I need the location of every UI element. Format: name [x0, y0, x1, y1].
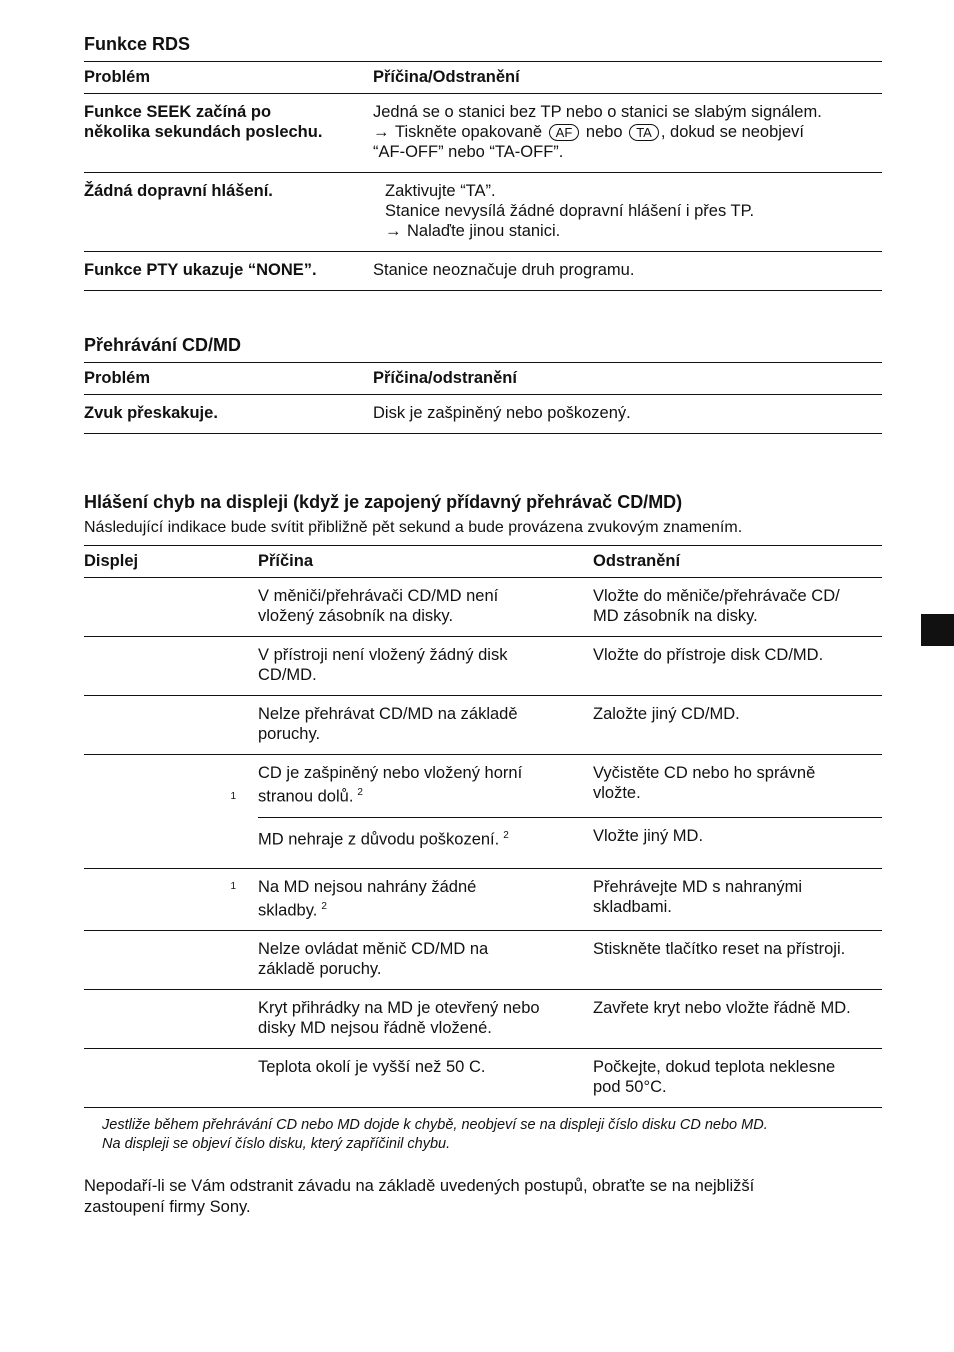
arrow-right-icon: →: [385, 222, 402, 240]
rds-cause-line: Jedná se o stanici bez TP nebo o stanici se slabým signálem.: [373, 103, 822, 121]
footnote-mark: 2: [357, 787, 363, 798]
section-tab-marker: [921, 614, 954, 646]
fix-line: Vložte jiný MD.: [593, 826, 704, 845]
cause-line: základě poruchy.: [258, 960, 382, 978]
cause-line: CD/MD.: [258, 666, 317, 684]
rds-header-problem: Problém: [84, 62, 373, 94]
table-row: [84, 931, 882, 990]
table-row: [84, 755, 882, 818]
cause-line: CD je zašpiněný nebo vložený horní: [258, 764, 523, 782]
rds-cause-line: “AF-OFF” nebo “TA-OFF”.: [373, 143, 564, 161]
fix-line: Vložte do přístroje disk CD/MD.: [593, 646, 824, 664]
rds-cause-line: [373, 122, 882, 142]
cause-line: V přístroji není vložený žádný disk: [258, 646, 508, 664]
display-cell: [84, 931, 258, 990]
rds-cause-text: , dokud se neobjeví: [660, 123, 804, 141]
footnote-mark: 2: [503, 829, 509, 841]
rds-cause-line: [385, 221, 882, 241]
rds-cause-text: Nalaďte jinou stanici.: [407, 222, 561, 240]
rds-cause-line: Zaktivujte “TA”.: [385, 182, 496, 200]
closing-paragraph: [84, 1176, 882, 1218]
fix-cell: [593, 755, 882, 818]
fix-line: Počkejte, dokud teplota neklesne: [593, 1058, 836, 1076]
cause-line: Kryt přihrádky na MD je otevřený nebo: [258, 999, 540, 1017]
table-row: [84, 1049, 882, 1108]
fix-line: vložte.: [593, 784, 641, 802]
rds-problem-cell: [84, 94, 373, 173]
cdmd-header-cause: Příčina/odstranění: [373, 363, 882, 395]
rds-cause-cell: [373, 94, 882, 173]
cdmd-cause-cell: Disk je zašpiněný nebo poškozený.: [373, 395, 882, 434]
display-cell: [84, 868, 258, 931]
errors-header-cause: Příčina: [258, 546, 593, 578]
cause-line: [258, 826, 585, 850]
footnote-mark: 1: [230, 791, 236, 802]
fix-line: Zavřete kryt nebo vložte řádně MD.: [593, 999, 851, 1017]
rds-problem-line: Funkce SEEK začíná po: [84, 103, 272, 121]
fix-cell: [593, 990, 882, 1049]
arrow-right-icon: →: [373, 123, 390, 141]
rds-problem-cell: Žádná dopravní hlášení.: [84, 173, 373, 252]
table-row: [84, 637, 882, 696]
errors-header-display: Displej: [84, 546, 258, 578]
rds-cause-text: Tiskněte opakovaně: [395, 123, 543, 141]
af-button-icon: AF: [549, 124, 580, 141]
table-row: [84, 990, 882, 1049]
display-cell: [84, 578, 258, 637]
rds-section-title: Funkce RDS: [84, 34, 191, 54]
cause-line: Nelze přehrávat CD/MD na základě: [258, 705, 518, 723]
fix-cell: [593, 931, 882, 990]
fix-cell: [593, 637, 882, 696]
cause-text: skladby.: [258, 901, 318, 919]
table-row: [84, 252, 882, 291]
rds-cause-cell: Stanice neoznačuje druh programu.: [373, 252, 882, 291]
errors-table: [84, 545, 882, 1108]
table-row: [84, 173, 882, 252]
cdmd-table: [84, 362, 882, 434]
footnote-line: Na displeji se objeví číslo disku, který zapříčinil chybu.: [102, 1136, 451, 1152]
fix-line: Přehrávejte MD s nahranými: [593, 877, 803, 896]
cause-cell: [258, 817, 593, 868]
cause-line: Na MD nejsou nahrány žádné: [258, 877, 477, 896]
closing-line: Nepodaří-li se Vám odstranit závadu na základě uvedených postupů, obraťte se na nejbližší: [84, 1177, 755, 1195]
fix-cell: [593, 868, 882, 931]
footnote-line: Jestliže během přehrávání CD nebo MD dojde k chybě, neobjeví se na displeji číslo disku CD nebo MD.: [102, 1117, 768, 1133]
footnote-mark: 2: [321, 900, 327, 912]
fix-cell: [593, 1049, 882, 1108]
closing-line: zastoupení firmy Sony.: [84, 1198, 251, 1216]
errors-subtitle: Následující indikace bude svítit přibližně pět sekund a bude provázena zvukovým znamením.: [84, 519, 743, 536]
cause-text: MD nehraje z důvodu poškození.: [258, 830, 500, 848]
rds-problem-line: několika sekundách poslechu.: [84, 123, 323, 141]
table-row: [84, 696, 882, 755]
rds-table: [84, 61, 882, 291]
fix-cell: [593, 696, 882, 755]
fix-line: MD zásobník na disky.: [593, 607, 758, 625]
fix-cell: [593, 578, 882, 637]
display-cell: [84, 637, 258, 696]
cause-text: stranou dolů.: [258, 787, 354, 806]
rds-cause-text: nebo: [585, 123, 623, 141]
cause-cell: [258, 696, 593, 755]
cause-line: Teplota okolí je vyšší než 50 C.: [258, 1058, 486, 1076]
table-row: [84, 578, 882, 637]
errors-header-fix: Odstranění: [593, 546, 882, 578]
rds-problem-cell: Funkce PTY ukazuje “NONE”.: [84, 252, 373, 291]
fix-line: Vložte do měniče/přehrávače CD/: [593, 587, 840, 605]
cause-line: V měniči/přehrávači CD/MD není: [258, 587, 499, 605]
cause-cell: [258, 931, 593, 990]
cause-cell: [258, 1049, 593, 1108]
fix-cell: [593, 817, 882, 868]
cause-cell: [258, 755, 593, 818]
display-cell: [84, 696, 258, 755]
cause-line: [258, 897, 585, 921]
fix-line: Založte jiný CD/MD.: [593, 705, 740, 723]
cdmd-section-title: Přehrávání CD/MD: [84, 335, 242, 355]
footnote: [84, 1116, 882, 1154]
fix-line: pod 50°C.: [593, 1078, 667, 1096]
cause-line: Nelze ovládat měnič CD/MD na: [258, 940, 489, 958]
cdmd-header-problem: Problém: [84, 363, 373, 395]
errors-section-title: Hlášení chyb na displeji (když je zapojený přídavný přehrávač CD/MD): [84, 492, 683, 512]
page: [84, 34, 882, 1218]
cause-cell: [258, 637, 593, 696]
footnote-mark: 1: [230, 880, 236, 892]
display-cell: [84, 1049, 258, 1108]
cause-cell: [258, 578, 593, 637]
cause-cell: [258, 990, 593, 1049]
cause-line: poruchy.: [258, 725, 321, 743]
ta-button-icon: TA: [629, 124, 659, 141]
cause-cell: [258, 868, 593, 931]
fix-line: Stiskněte tlačítko reset na přístroji.: [593, 940, 846, 958]
fix-line: Vyčistěte CD nebo ho správně: [593, 764, 816, 782]
rds-cause-line: Stanice nevysílá žádné dopravní hlášení i přes TP.: [385, 202, 755, 220]
table-row: [84, 868, 882, 931]
cause-line: [258, 783, 585, 807]
fix-line: skladbami.: [593, 897, 672, 916]
cause-line: disky MD nejsou řádně vložené.: [258, 1019, 492, 1037]
rds-cause-cell: [373, 173, 882, 252]
table-row: [84, 94, 882, 173]
cause-line: vložený zásobník na disky.: [258, 607, 454, 625]
cdmd-problem-cell: Zvuk přeskakuje.: [84, 395, 373, 434]
rds-header-cause: Příčina/Odstranění: [373, 62, 882, 94]
display-cell: [84, 755, 258, 869]
table-row: [84, 395, 882, 434]
display-cell: [84, 990, 258, 1049]
